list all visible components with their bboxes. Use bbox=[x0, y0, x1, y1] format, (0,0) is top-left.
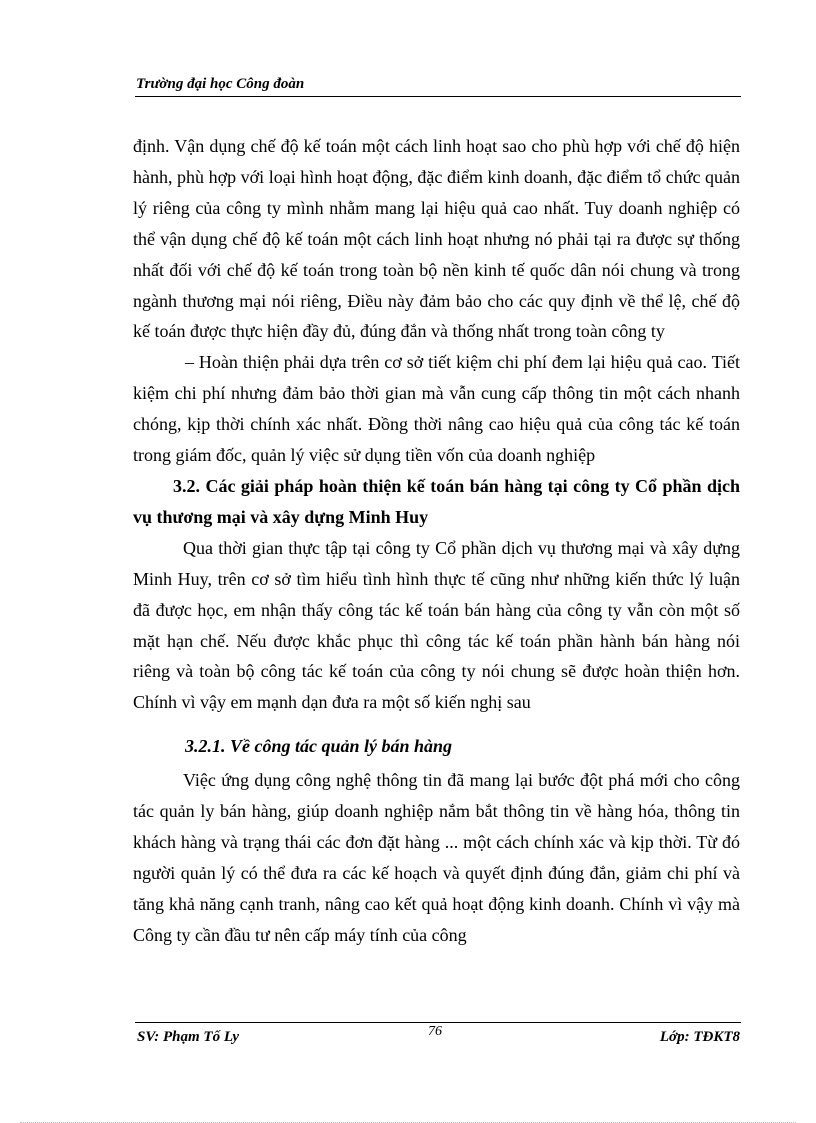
body-paragraph-bullet: – Hoàn thiện phải dựa trên cơ sở tiết kiệm chi phí đem lại hiệu quả cao. Tiết kiệm chi phí nhưng đảm bảo thời gian mà vẫn cung cấp thông tin một cách nhanh chóng, kịp thời chính xác nhất. Đồng thời nâng cao hiệu quả của công tác kế toán trong giám đốc, quản lý việc sử dụng tiền vốn của doanh nghiệp bbox=[133, 352, 740, 466]
body-paragraph-4: Việc ứng dụng công nghệ thông tin đã mang lại bước đột phá mới cho công tác quản ly bán hàng, giúp doanh nghiệp nắm bắt thông tin về hàng hóa, thông tin khách hàng và trạng thái các đơn đặt hàng ... một cách chính xác và kịp thời. Từ đó người quản lý có thể đưa ra các kế hoạch và quyết định đúng đắn, giảm chi phí và tăng khả năng cạnh tranh, nâng cao kết quả hoạt động kinh doanh. Chính vì vậy mà Công ty cần đầu tư nên cấp máy tính của công bbox=[133, 770, 740, 945]
body-paragraph-1: định. Vận dụng chế độ kế toán một cách linh hoạt sao cho phù hợp với chế độ hiện hành, phù hợp với loại hình hoạt động, đặc điểm kinh doanh, đặc điểm tổ chức quản lý riêng của công ty mình nhằm mang lại hiệu quả cao nhất. Tuy doanh nghiệp có thể vận dụng chế độ kế toán một cách linh hoạt nhưng nó phải tại ra được sự thống nhất đối với chế độ kế toán trong toàn bộ nền kinh tế quốc dân nói chung và trong ngành thương mại nói riêng, Điều này đảm bảo cho các quy định về thể lệ, chế độ kế toán được thực hiện đầy đủ, đúng đắn và thống nhất trong toàn công ty bbox=[133, 136, 740, 342]
section-heading-3-2-1: 3.2.1. Về công tác quản lý bán hàng bbox=[185, 736, 453, 757]
footer-page-number: 76 bbox=[428, 1024, 442, 1039]
section-heading-3-2 bbox=[133, 471, 740, 533]
body-paragraph-3: Qua thời gian thực tập tại công ty Cổ phần dịch vụ thương mại và xây dựng Minh Huy, trên cơ sở tìm hiểu tình hình thực tế cũng như những kiến thức lý luận đã được học, em nhận thấy công tác kế toán bán hàng của công ty vẫn còn một số mặt hạn chế. Nếu được khắc phục thì công tác kế toán phần hành bán hàng nói riêng và toàn bộ công tác kế toán của công ty nói chung sẽ được hoàn thiện hơn. Chính vì vậy em mạnh dạn đưa ra một số kiến nghị sau bbox=[133, 537, 740, 713]
header-divider bbox=[135, 96, 741, 97]
header-title: Trường đại học Công đoàn bbox=[136, 76, 305, 92]
footer-class: Lớp: TĐKT8 bbox=[659, 1029, 740, 1045]
page-body bbox=[133, 131, 740, 951]
footer-student: SV: Phạm Tố Ly bbox=[137, 1029, 240, 1045]
footer-divider bbox=[135, 1022, 741, 1023]
section-heading-3-2-text: 3.2. Các giải pháp hoàn thiện kế toán bán hàng tại công ty Cổ phần dịch vụ thương mại và xây dựng Minh Huy bbox=[133, 475, 740, 527]
